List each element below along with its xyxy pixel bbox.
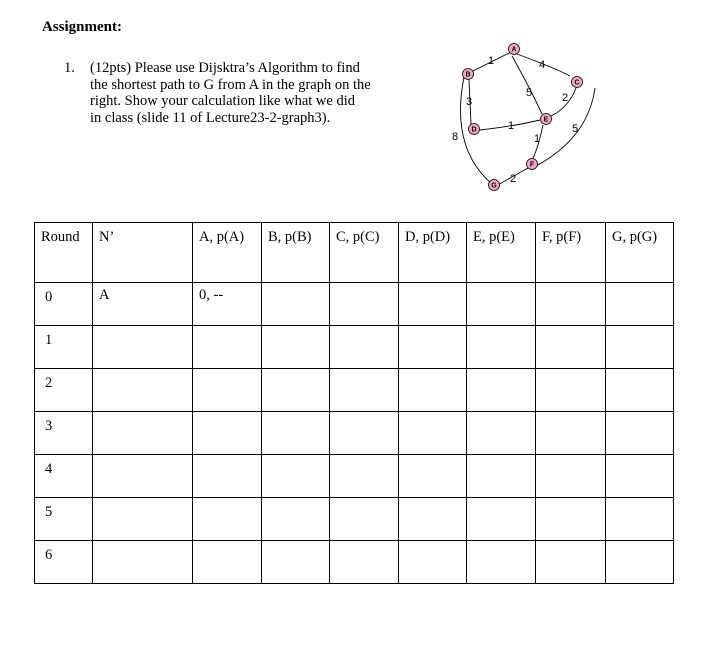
- weight-e-f: 1: [534, 133, 541, 145]
- table-cell: 0, --: [193, 283, 262, 326]
- table-row: [35, 326, 674, 369]
- table-cell: [93, 412, 193, 455]
- table-cell: [262, 283, 330, 326]
- dijkstra-table: [34, 222, 674, 584]
- table-cell: [330, 455, 399, 498]
- table-cell: [606, 541, 674, 584]
- question-line: the shortest path to G from A in the graph on the: [90, 76, 371, 93]
- header-cell: A, p(A): [193, 223, 262, 283]
- table-cell: [330, 369, 399, 412]
- weighted-graph: [430, 38, 610, 200]
- header-cell: G, p(G): [606, 223, 674, 283]
- round-cell: 5: [35, 498, 93, 541]
- question-line: in class (slide 11 of Lecture23-2-graph3).: [90, 109, 331, 126]
- table-cell: [536, 412, 606, 455]
- header-cell: B, p(B): [262, 223, 330, 283]
- table-cell: [467, 369, 536, 412]
- weight-b-d: 3: [466, 96, 473, 108]
- table-cell: [93, 326, 193, 369]
- table-cell: [536, 283, 606, 326]
- table-cell: [193, 498, 262, 541]
- round-cell: 0: [35, 283, 93, 326]
- header-row: [35, 223, 674, 283]
- node-e: [541, 114, 552, 125]
- weight-d-e: 1: [508, 120, 515, 132]
- table-cell: [606, 283, 674, 326]
- table-cell: [193, 455, 262, 498]
- header-cell: E, p(E): [467, 223, 536, 283]
- table-cell: [467, 326, 536, 369]
- question-text: [90, 60, 420, 126]
- table-row: [35, 498, 674, 541]
- node-b: [463, 69, 474, 80]
- table-cell: [330, 326, 399, 369]
- header-cell: C, p(C): [330, 223, 399, 283]
- table-cell: [262, 412, 330, 455]
- table-cell: [193, 541, 262, 584]
- table-cell: [262, 326, 330, 369]
- table-cell: [467, 498, 536, 541]
- table-cell: [330, 498, 399, 541]
- assignment-heading: Assignment:: [42, 19, 123, 35]
- weight-b-g: 8: [452, 131, 459, 143]
- weight-f-g: 2: [510, 173, 517, 185]
- node-a-label: A: [511, 46, 517, 54]
- node-g-label: G: [491, 182, 497, 190]
- table-cell: [262, 541, 330, 584]
- weight-a-e: 5: [526, 87, 533, 99]
- round-cell: 3: [35, 412, 93, 455]
- table-cell: A: [93, 283, 193, 326]
- table-row: [35, 369, 674, 412]
- table-cell: [330, 283, 399, 326]
- table-cell: [399, 455, 467, 498]
- table-cell: [606, 498, 674, 541]
- node-a: [509, 44, 520, 55]
- node-c-label: C: [574, 79, 580, 87]
- weight-c-e: 2: [562, 92, 569, 104]
- weight-a-b: 1: [488, 55, 495, 67]
- table-row: [35, 412, 674, 455]
- table-cell: [536, 498, 606, 541]
- node-f-label: F: [529, 161, 535, 169]
- table-cell: [399, 326, 467, 369]
- table-cell: [262, 369, 330, 412]
- node-d: [469, 124, 480, 135]
- round-cell: 1: [35, 326, 93, 369]
- table-cell: [606, 412, 674, 455]
- table-cell: [536, 326, 606, 369]
- table-cell: [330, 412, 399, 455]
- table-cell: [467, 283, 536, 326]
- table-cell: [467, 541, 536, 584]
- table-cell: [399, 369, 467, 412]
- question-line: (12pts) Please use Dijsktra’s Algorithm to find: [90, 60, 360, 76]
- table-row: [35, 455, 674, 498]
- table-cell: [606, 369, 674, 412]
- table-cell: [606, 326, 674, 369]
- table-cell: [93, 498, 193, 541]
- round-cell: 4: [35, 455, 93, 498]
- table-cell: [262, 498, 330, 541]
- weight-c-f: 5: [572, 123, 579, 135]
- table-cell: [193, 326, 262, 369]
- node-g: [489, 180, 500, 191]
- table-cell: [399, 283, 467, 326]
- table-cell: [467, 455, 536, 498]
- table-cell: [93, 541, 193, 584]
- header-cell: F, p(F): [536, 223, 606, 283]
- node-d-label: D: [471, 126, 477, 134]
- question-number: 1.: [64, 60, 75, 76]
- table-cell: [606, 455, 674, 498]
- table-row: [35, 541, 674, 584]
- table-cell: [399, 498, 467, 541]
- table-cell: [93, 369, 193, 412]
- edge-a-e: [512, 56, 542, 114]
- table-cell: [399, 412, 467, 455]
- question-line: right. Show your calculation like what we did: [90, 93, 355, 109]
- node-b-label: B: [465, 71, 471, 79]
- round-cell: 2: [35, 369, 93, 412]
- table-cell: [93, 455, 193, 498]
- round-cell: 6: [35, 541, 93, 584]
- table-cell: [467, 412, 536, 455]
- table-cell: [536, 455, 606, 498]
- table-cell: [536, 541, 606, 584]
- table-cell: [536, 369, 606, 412]
- table-cell: [193, 369, 262, 412]
- table-cell: [193, 412, 262, 455]
- weight-a-c: 4: [539, 59, 546, 71]
- table-cell: [399, 541, 467, 584]
- header-cell: Round: [35, 223, 93, 283]
- table-cell: [330, 541, 399, 584]
- node-c: [572, 77, 583, 88]
- node-e-label: E: [543, 116, 549, 124]
- table-row: [35, 283, 674, 326]
- header-cell: N’: [93, 223, 193, 283]
- table-cell: [262, 455, 330, 498]
- node-f: [527, 159, 538, 170]
- header-cell: D, p(D): [399, 223, 467, 283]
